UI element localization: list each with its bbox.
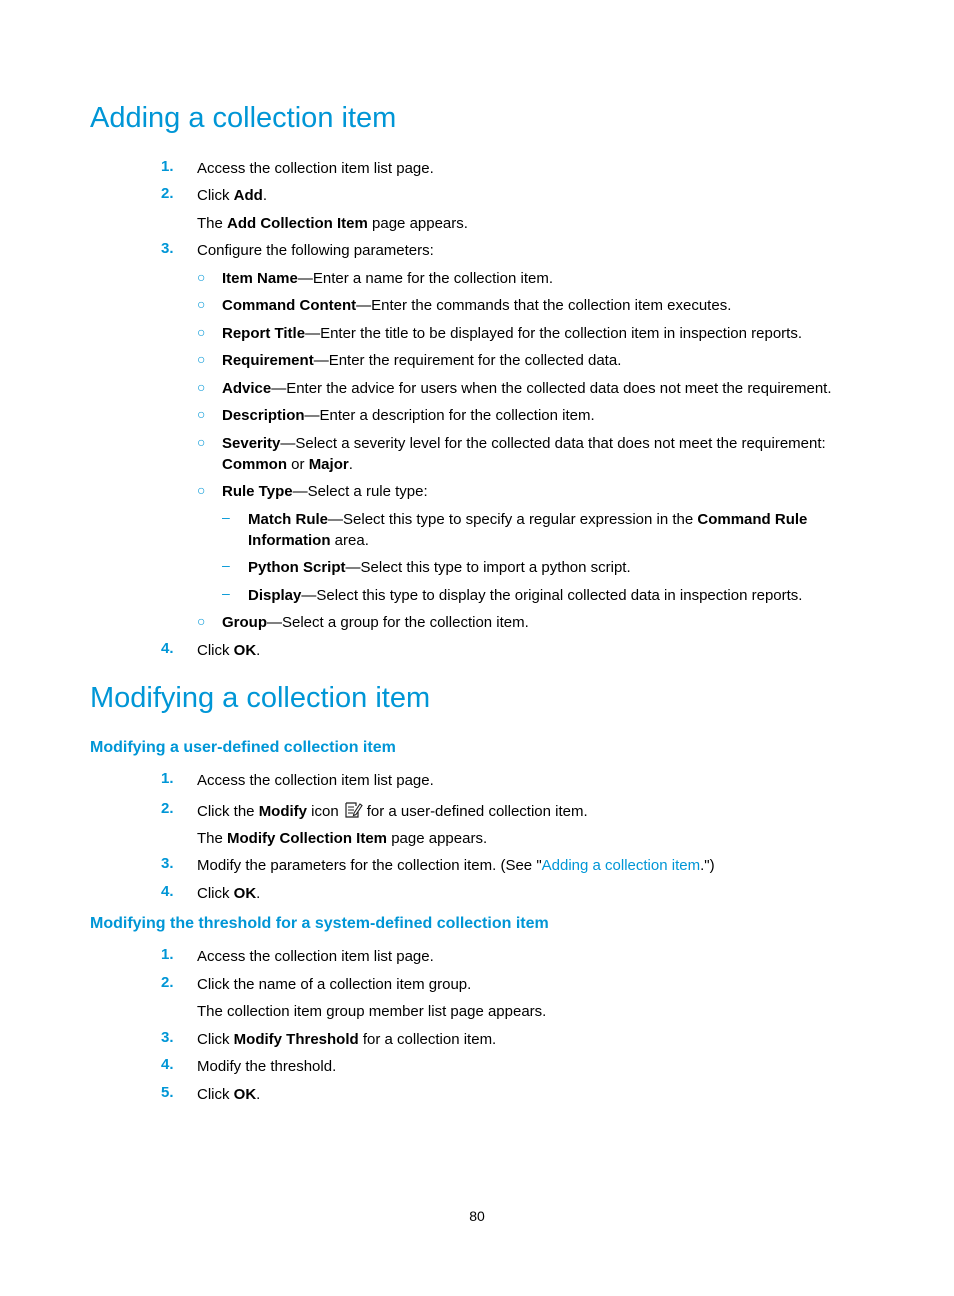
bullet-icon: ○ (197, 351, 206, 367)
bullet-icon: ○ (197, 296, 206, 312)
param-group: Group—Select a group for the collection item. (222, 614, 529, 631)
rule-match: Match Rule—Select this type to specify a regular expression in the Command Rule (248, 511, 808, 528)
step-text: Modify the parameters for the collection item. (See "Adding a collection item.") (197, 857, 715, 874)
step-text: Configure the following parameters: (197, 242, 434, 259)
step-text: Access the collection item list page. (197, 772, 434, 789)
bullet-icon: ○ (197, 482, 206, 498)
step-number: 2. (161, 974, 174, 991)
step-number: 2. (161, 800, 174, 817)
step-text: Click Modify Threshold for a collection item. (197, 1031, 497, 1048)
bullet-icon: ○ (197, 434, 206, 450)
param-severity-cont: Common or Major. (222, 456, 353, 473)
step-text: Modify the threshold. (197, 1058, 337, 1075)
step-note: The Modify Collection Item page appears. (197, 830, 488, 847)
link-adding-collection-item[interactable]: Adding a collection item (541, 857, 701, 874)
rule-python: Python Script—Select this type to import a python script. (248, 559, 631, 576)
param-advice: Advice—Enter the advice for users when the collected data does not meet the requirement. (222, 380, 832, 397)
bullet-icon: ○ (197, 269, 206, 285)
step-note: The collection item group member list page appears. (197, 1003, 547, 1020)
step-text: Access the collection item list page. (197, 948, 434, 965)
param-requirement: Requirement—Enter the requirement for the collected data. (222, 352, 622, 369)
step-text: Click OK. (197, 885, 261, 902)
heading-modifying-collection-item: Modifying a collection item (90, 682, 431, 714)
step-number: 4. (161, 883, 174, 900)
param-command-content: Command Content—Enter the commands that the collection item executes. (222, 297, 732, 314)
step-text: Access the collection item list page. (197, 160, 434, 177)
step-number: 4. (161, 640, 174, 657)
subheading-user-defined: Modifying a user-defined collection item (90, 739, 396, 756)
page-number: 80 (469, 1208, 485, 1224)
rule-display: Display—Select this type to display the original collected data in inspection reports. (248, 587, 803, 604)
step-number: 3. (161, 240, 174, 257)
heading-adding-collection-item: Adding a collection item (90, 102, 397, 134)
param-rule-type: Rule Type—Select a rule type: (222, 483, 428, 500)
step-text: Click the Modify icon for a user-defined collection item. (197, 800, 588, 822)
step-number: 3. (161, 855, 174, 872)
subheading-system-defined: Modifying the threshold for a system-defined collection item (90, 915, 549, 932)
param-description: Description—Enter a description for the collection item. (222, 407, 595, 424)
step-note: The Add Collection Item page appears. (197, 215, 468, 232)
step-number: 3. (161, 1029, 174, 1046)
step-number: 1. (161, 946, 174, 963)
dash-icon: – (222, 585, 230, 601)
bullet-icon: ○ (197, 406, 206, 422)
param-severity: Severity—Select a severity level for the collected data that does not meet the requirement: (222, 435, 826, 452)
param-report-title: Report Title—Enter the title to be displayed for the collection item in inspection reports. (222, 325, 803, 342)
step-text: Click the name of a collection item group. (197, 976, 472, 993)
bullet-icon: ○ (197, 324, 206, 340)
step-number: 1. (161, 770, 174, 787)
dash-icon: – (222, 557, 230, 573)
step-text: Click OK. (197, 642, 261, 659)
step-number: 4. (161, 1056, 174, 1073)
param-item-name: Item Name—Enter a name for the collection item. (222, 270, 553, 287)
dash-icon: – (222, 509, 230, 525)
bullet-icon: ○ (197, 379, 206, 395)
step-text: Click Add. (197, 187, 268, 204)
step-number: 5. (161, 1084, 174, 1101)
rule-match-cont: Information area. (248, 532, 369, 549)
bullet-icon: ○ (197, 613, 206, 629)
edit-icon (343, 800, 363, 820)
step-number: 2. (161, 185, 174, 202)
step-text: Click OK. (197, 1086, 261, 1103)
step-number: 1. (161, 158, 174, 175)
